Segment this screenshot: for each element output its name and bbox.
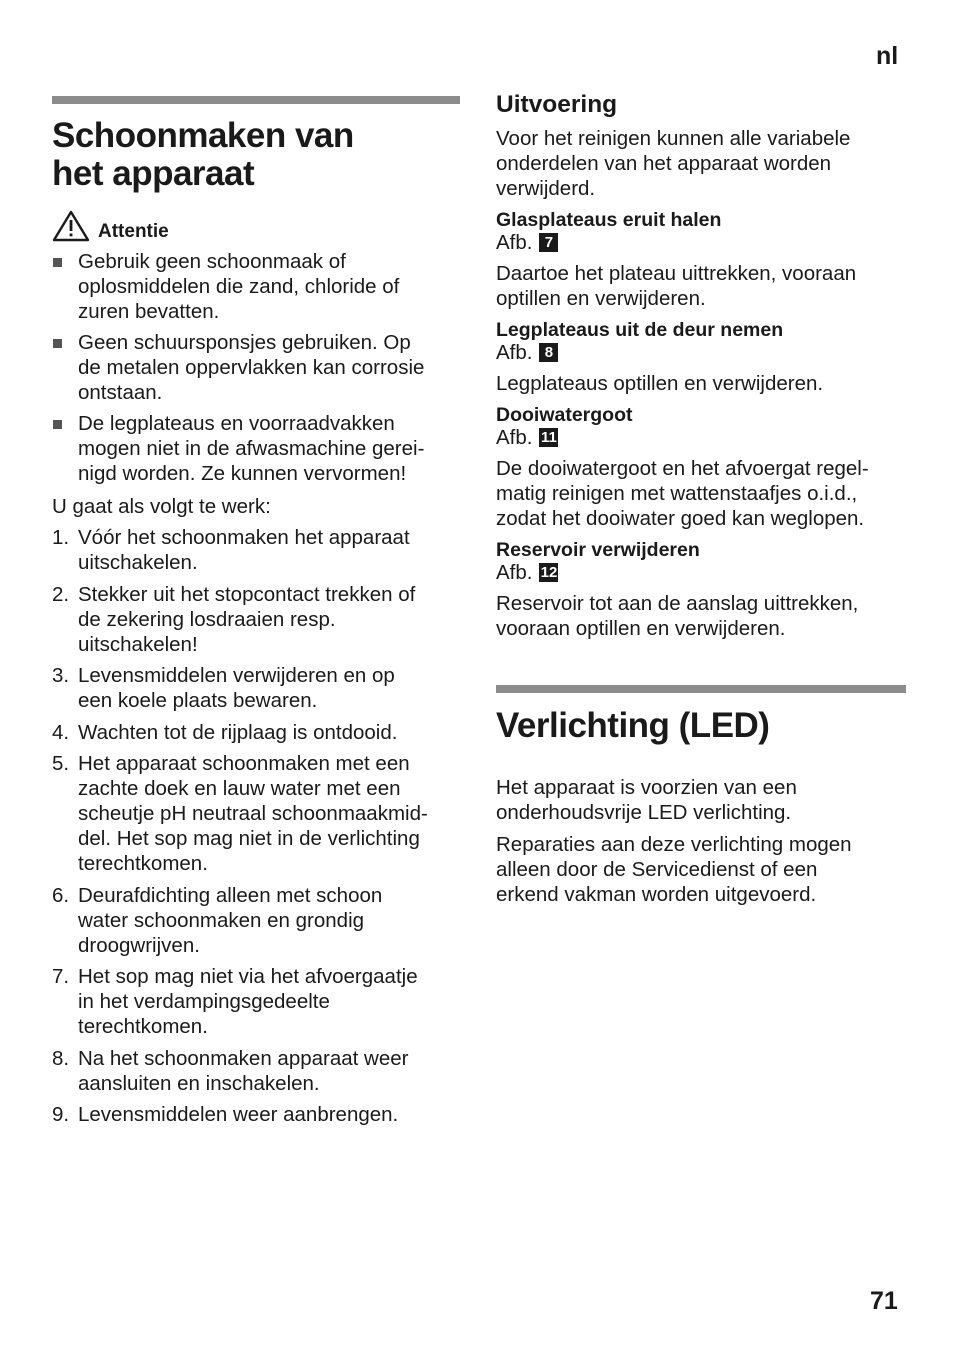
uitvoering-text [496, 126, 906, 201]
steps-intro: U gaat als volgt te werk: [52, 495, 271, 518]
text-line: erkend vakman worden uitgevoerd. [496, 883, 817, 906]
text-line: verwijderd. [496, 177, 596, 200]
list-item-line: nigd worden. Ze kunnen vervormen! [78, 462, 407, 485]
step-line: Het apparaat schoonmaken met een [78, 752, 410, 775]
subsection-text [496, 371, 906, 396]
step-number: 1. [52, 526, 70, 549]
text-line: zodat het dooiwater goed kan weglopen. [496, 507, 865, 530]
list-item-line: de metalen oppervlakken kan corrosie [78, 356, 425, 379]
list-item-line: mogen niet in de afwasmachine gerei- [78, 437, 425, 460]
text-line: De dooiwatergoot en het afvoergat regel- [496, 457, 869, 480]
uitvoering-heading: Uitvoering [496, 91, 618, 118]
list-item-line: ontstaan. [78, 381, 163, 404]
step-item [52, 751, 460, 876]
figure-reference [496, 426, 906, 449]
list-item [52, 330, 460, 405]
step-number: 8. [52, 1046, 70, 1070]
cleaning-section [52, 96, 460, 1134]
step-line: terechtkomen. [78, 1015, 208, 1038]
right-column [496, 88, 906, 907]
step-line: del. Het sop mag niet in de verlichting [78, 827, 420, 850]
section-divider [496, 685, 906, 693]
cleaning-title [52, 117, 460, 193]
step-line: terechtkomen. [78, 852, 208, 875]
warning-label: Attentie [98, 221, 169, 242]
step-line: een koele plaats bewaren. [78, 689, 318, 712]
step-number: 9. [52, 1103, 70, 1126]
subsection-reservoir [496, 539, 906, 641]
step-line: aansluiten en inschakelen. [78, 1071, 320, 1095]
text-line: Het apparaat is voorzien van een [496, 776, 797, 799]
step-line: in het verdampingsgedeelte [78, 990, 330, 1013]
step-item [52, 582, 460, 657]
text-line: optillen en verwijderen. [496, 287, 706, 310]
figure-number-badge: 12 [540, 564, 558, 581]
steps-list [52, 525, 460, 1127]
subsection-title: Dooiwatergoot [496, 404, 633, 426]
subsection-legplateaus [496, 319, 906, 396]
text-line: Reservoir tot aan de aanslag uittrekken, [496, 592, 859, 615]
step-line: de zekering losdraaien resp. [78, 607, 336, 631]
step-line: Levensmiddelen verwijderen en op [78, 664, 395, 687]
step-item [52, 964, 460, 1039]
step-number: 7. [52, 965, 70, 988]
subsection-text [496, 261, 906, 311]
step-line: Stekker uit het stopcontact trekken of [78, 582, 416, 606]
afb-label: Afb. [496, 231, 533, 254]
step-line: Wachten tot de rijplaag is ontdooid. [78, 720, 398, 744]
text-line: onderhoudsvrije LED verlichting. [496, 801, 792, 824]
step-number: 2. [52, 582, 70, 606]
step-line: scheutje pH neutraal schoonmaakmid- [78, 802, 428, 825]
step-line: Na het schoonmaken apparaat weer [78, 1046, 409, 1070]
subsection-dooiwatergoot [496, 404, 906, 531]
step-line: Levensmiddelen weer aanbrengen. [78, 1103, 399, 1126]
cleaning-title-line: het apparaat [52, 154, 255, 193]
step-item [52, 883, 460, 958]
afb-label: Afb. [496, 341, 533, 364]
step-number: 6. [52, 883, 70, 907]
step-line: droogwrijven. [78, 933, 200, 957]
list-item-line: De legplateaus en voorraadvakken [78, 412, 395, 435]
step-line: zachte doek en lauw water met een [78, 777, 401, 800]
led-title: Verlichting (LED) [496, 706, 770, 745]
section-divider [52, 96, 460, 104]
warning-triangle-icon [52, 210, 90, 247]
text-line: vooraan optillen en verwijderen. [496, 617, 786, 640]
list-item-line: oplosmiddelen die zand, chloride of [78, 275, 400, 298]
text-line: onderdelen van het apparaat worden [496, 152, 832, 175]
step-number: 4. [52, 720, 70, 744]
step-item [52, 720, 460, 745]
subsection-title: Reservoir verwijderen [496, 539, 700, 561]
cleaning-title-line: Schoonmaken van [52, 116, 354, 155]
list-item [52, 249, 460, 324]
step-item [52, 1046, 460, 1096]
text-line: Daartoe het plateau uittrekken, vooraan [496, 262, 857, 285]
figure-reference [496, 231, 906, 254]
list-item-line: zuren bevatten. [78, 300, 220, 323]
text-line: Voor het reinigen kunnen alle variabele [496, 127, 851, 150]
step-item [52, 525, 460, 575]
subsection-title: Legplateaus uit de deur nemen [496, 319, 784, 341]
step-number: 3. [52, 664, 70, 687]
subsection-title: Glasplateaus eruit halen [496, 209, 722, 231]
figure-number-badge: 11 [541, 429, 557, 446]
afb-label: Afb. [496, 426, 533, 449]
subsection-text [496, 591, 906, 641]
afb-label: Afb. [496, 561, 533, 584]
step-line: uitschakelen! [78, 632, 198, 656]
step-line: Deurafdichting alleen met schoon [78, 883, 383, 907]
figure-number-badge: 7 [539, 233, 558, 252]
step-number: 5. [52, 752, 70, 775]
subsection-glasplateaus [496, 209, 906, 311]
warning-list [52, 249, 460, 486]
step-item [52, 1102, 460, 1127]
list-item [52, 411, 460, 486]
step-line: water schoonmaken en grondig [78, 908, 365, 932]
step-line: uitschakelen. [78, 551, 198, 574]
figure-reference [496, 341, 906, 364]
subsection-text [496, 456, 906, 531]
text-line: matig reinigen met wattenstaafjes o.i.d., [496, 482, 858, 505]
bullet-square-icon [53, 339, 62, 348]
figure-reference [496, 561, 906, 584]
list-item-line: Geen schuursponsjes gebruiken. Op [78, 331, 411, 354]
language-label: nl [876, 42, 899, 70]
step-line: Het sop mag niet via het afvoergaatje [78, 965, 418, 988]
bullet-square-icon [53, 258, 62, 267]
text-line: Reparaties aan deze verlichting mogen [496, 833, 852, 856]
figure-number-badge: 8 [539, 343, 558, 362]
warning-header [52, 213, 460, 243]
led-paragraph [496, 832, 906, 907]
text-line: Legplateaus optillen en verwijderen. [496, 372, 824, 395]
text-line: alleen door de Servicedienst of een [496, 858, 818, 881]
step-line: Vóór het schoonmaken het apparaat [78, 526, 410, 549]
page-number: 71 [870, 1287, 898, 1315]
list-item-line: Gebruik geen schoonmaak of [78, 250, 346, 273]
bullet-square-icon [53, 420, 62, 429]
step-item [52, 663, 460, 713]
led-paragraph [496, 775, 906, 825]
